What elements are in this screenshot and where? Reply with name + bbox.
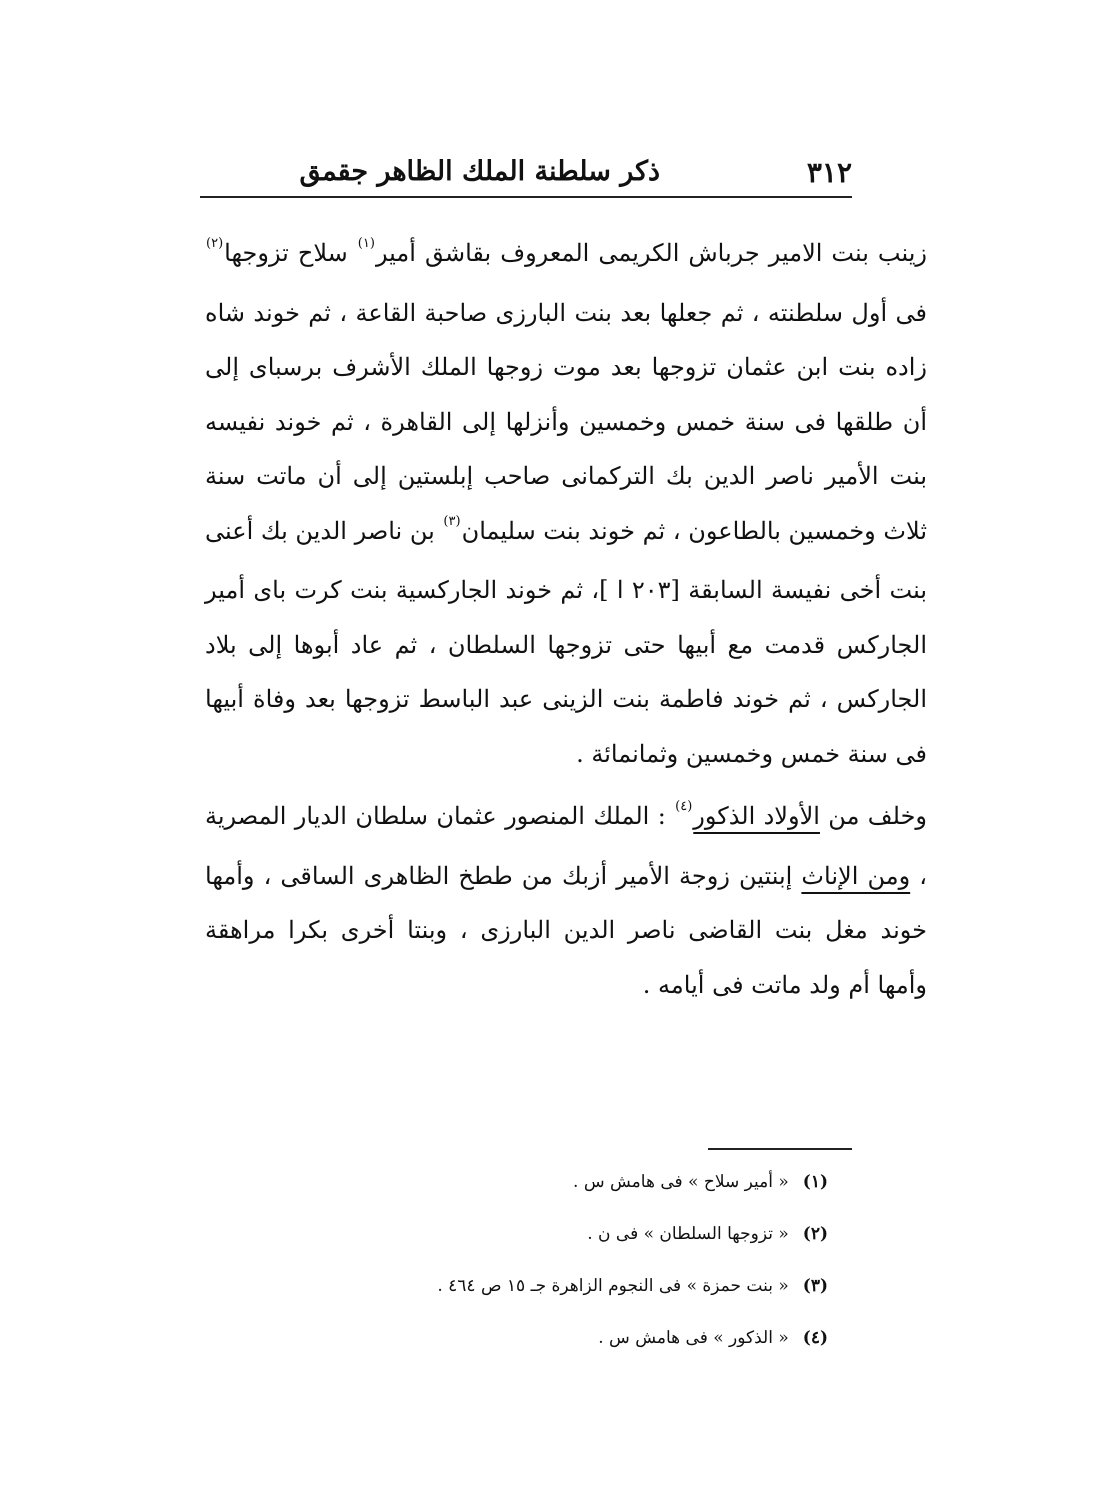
footnote-text: « الذكور » فى هامش س . — [598, 1328, 789, 1348]
text-run: فى أول سلطنته ، ثم جعلها بعد بنت البارزى صاحبة القاعة ، ثم خوند شاه زاده بنت ابن عثمان تزوجها بعد موت زوجها الملك الأشرف برسباى إلى أن طلقها فى سنة خمس وخمسين وأنزلها إلى القاهرة ، ثم خوند نفيسه بنت الأمير ناصر الدين بك التركمانى صاحب إبلستين إلى أن ماتت سنة ثلاث وخمسين بالطاعون ، ثم خوند بنت سليمان — [205, 298, 928, 545]
footnote-item — [400, 1164, 828, 1216]
footnote-text: « بنت حمزة » فى النجوم الزاهرة جـ ١٥ ص ٤٦٤ . — [437, 1276, 789, 1296]
footnote-item — [400, 1216, 828, 1268]
footnote-number: (٢) — [802, 1224, 828, 1244]
footnote-item — [400, 1268, 828, 1320]
main-text — [205, 226, 927, 1012]
page-number: ٣١٢ — [806, 156, 852, 189]
footnotes — [400, 1164, 828, 1372]
text-run: سلاح تزوجها — [224, 239, 357, 267]
footnote-text: « تزوجها السلطان » فى ن . — [587, 1224, 789, 1244]
running-title: ذكر سلطنة الملك الظاهر جقمق — [299, 156, 660, 187]
footnote-number: (٣) — [802, 1276, 828, 1296]
underlined-phrase: الأولاد الذكور — [693, 802, 820, 830]
page-header — [200, 150, 852, 194]
footnote-ref-2: (٢) — [206, 236, 224, 251]
text-run: وخلف من — [819, 802, 927, 830]
text-run: بن ناصر الدين بك أعنى بنت أخى نفيسة السابقة [٢٠٣ ا ]، ثم خوند الجاركسية بنت كرت باى أمير الجاركس قدمت مع أبيها حتى تزوجها السلطان ، ثم عاد أبوها إلى بلاد الجاركس ، ثم خوند فاطمة بنت الزينى عبد الباسط تزوجها بعد وفاة أبيها فى سنة خمس وخمسين وثمانمائة . — [205, 516, 927, 768]
footnote-item — [400, 1320, 828, 1372]
footnote-number: (١) — [802, 1172, 828, 1192]
paragraph-wives — [205, 226, 927, 781]
text-run: زينب بنت الامير جرباش الكريمى المعروف بقاشق أمير — [375, 239, 928, 267]
paragraph-children — [205, 789, 927, 1012]
footnote-ref-4: (٤) — [675, 799, 693, 814]
footnote-ref-1: (١) — [357, 236, 375, 251]
text-run: إبنتين زوجة الأمير أزبك من ططخ الظاهرى الساقى ، وأمها خوند مغل بنت القاضى ناصر الدين البارزى ، وبنتا أخرى بكرا مراهقة وأمها أم ولد ماتت فى أيامه . — [205, 861, 927, 999]
footnote-number: (٤) — [802, 1328, 828, 1348]
text-run: : الملك المنصور عثمان سلطان الديار المصرية ، — [205, 802, 928, 890]
header-rule — [200, 196, 852, 198]
footnote-text: « أمير سلاح » فى هامش س . — [573, 1172, 789, 1192]
underlined-phrase: ومن الإناث — [801, 861, 911, 890]
footnote-rule — [708, 1148, 852, 1150]
footnote-ref-3: (٣) — [443, 513, 461, 529]
